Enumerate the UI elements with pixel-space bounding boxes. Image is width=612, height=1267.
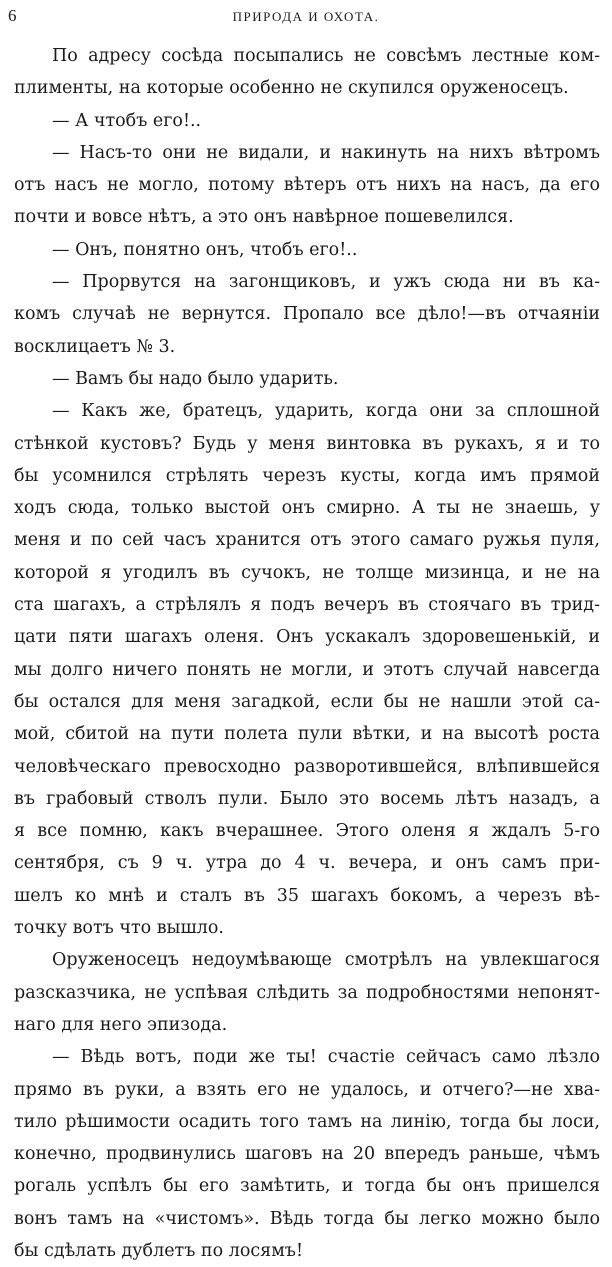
page-header [8, 6, 604, 28]
text-line: ходъ сюда, только выстой онъ смирно. А ты не знаешь, у [14, 498, 600, 519]
text-line: Оруженосецъ недоумѣвающе смотрѣлъ на увлекшагося [52, 950, 600, 971]
text-line: цати пяти шагахъ оленя. Онъ ускакалъ здоровешенькій, и [14, 627, 600, 648]
text-line: — Вамъ бы надо было ударить. [52, 368, 339, 389]
text-line: наго для него эпизода. [14, 1014, 228, 1035]
text-line: — Вѣдь вотъ, поди же ты! счастіе сейчасъ само лѣзло [52, 1047, 600, 1068]
text-line: — Прорвутся на загонщиковъ, и ужъ сюда ни въ ка- [52, 272, 600, 293]
text-line: тило рѣшимости осадить того тамъ на линію, тогда бы лоси, [14, 1111, 600, 1132]
text-line: мы долго ничего понять не могли, и этотъ случай навсегда [14, 659, 600, 680]
running-head: ПРИРОДА И ОХОТА. [232, 9, 380, 24]
text-line: которой я угодилъ въ сучокъ, не толще мизинца, и не на [14, 562, 600, 583]
text-line: бы остался для меня загадкой, если бы не нашли этой са- [14, 691, 600, 712]
text-line: бы усомнился стрѣлять черезъ кусты, когда имъ прямой [14, 465, 600, 486]
text-line: — А чтобъ его!.. [52, 110, 202, 131]
text-line: — Онъ, понятно онъ, чтобъ его!.. [52, 239, 358, 260]
text-line: конечно, продвинулись шаговъ на 20 впередъ раньше, чѣмъ [14, 1144, 600, 1165]
text-line: меня и по сей часъ хранится отъ этого самаго ружья пуля, [14, 530, 600, 551]
text-line: стѣнкой кустовъ? Будь у меня винтовка въ рукахъ, я и то [14, 433, 600, 454]
text-line: я все помню, какъ вчерашнее. Этого оленя я ждалъ 5-го [14, 821, 600, 842]
text-line: плименты, на которые особенно не скупился оруженосецъ. [14, 78, 569, 99]
text-line: комъ случаѣ не вернутся. Пропало все дѣло!—въ отчаяніи [14, 304, 600, 325]
text-line: — Какъ же, братецъ, ударить, когда они за сплошной [52, 401, 600, 422]
text-line: разсказчика, не успѣвая слѣдить за подробностями непонят- [14, 982, 600, 1003]
text-line: бы сдѣлать дублетъ по лосямъ! [14, 1240, 303, 1261]
text-line: почти и вовсе нѣтъ, а это онъ навѣрное пошевелился. [14, 207, 514, 228]
text-line: отъ насъ не могло, потому вѣтеръ отъ нихъ на насъ, да его [14, 175, 600, 196]
text-line: восклицаетъ № 3. [14, 336, 176, 357]
text-line: сентября, съ 9 ч. утра до 4 ч. вечера, и онъ самъ при- [14, 853, 600, 874]
text-line: человѣческаго превосходно разворотившейся, влѣпившейся [14, 756, 600, 777]
text-line: — Насъ-то они не видали, и накинуть на нихъ вѣтромъ [52, 142, 600, 163]
text-line: рогаль успѣлъ бы его замѣтить, и тогда бы онъ пришелся [14, 1176, 600, 1197]
text-line: мой, сбитой на пути полета пули вѣтки, и на высотѣ роста [14, 724, 600, 745]
text-line: шелъ ко мнѣ и сталъ въ 35 шагахъ бокомъ, а черезъ вѣ- [14, 885, 600, 906]
text-line: прямо въ руки, а взять его не удалось, и отчего?—не хва- [14, 1079, 600, 1100]
text-line: По адресу сосѣда посыпались не совсѣмъ лестные ком- [52, 46, 600, 66]
page-number: 6 [8, 6, 17, 25]
text-line: вонъ тамъ на «чистомъ». Вѣдь тогда бы легко можно было [14, 1208, 600, 1229]
text-line: точку вотъ что вышло. [14, 918, 224, 939]
text-line: ста шагахъ, а стрѣлялъ я подъ вечеръ въ стоячаго въ трид- [14, 595, 600, 616]
body-text [14, 40, 600, 1267]
text-line: въ грабовый стволъ пули. Было это восемь лѣтъ назадъ, а [14, 788, 600, 809]
